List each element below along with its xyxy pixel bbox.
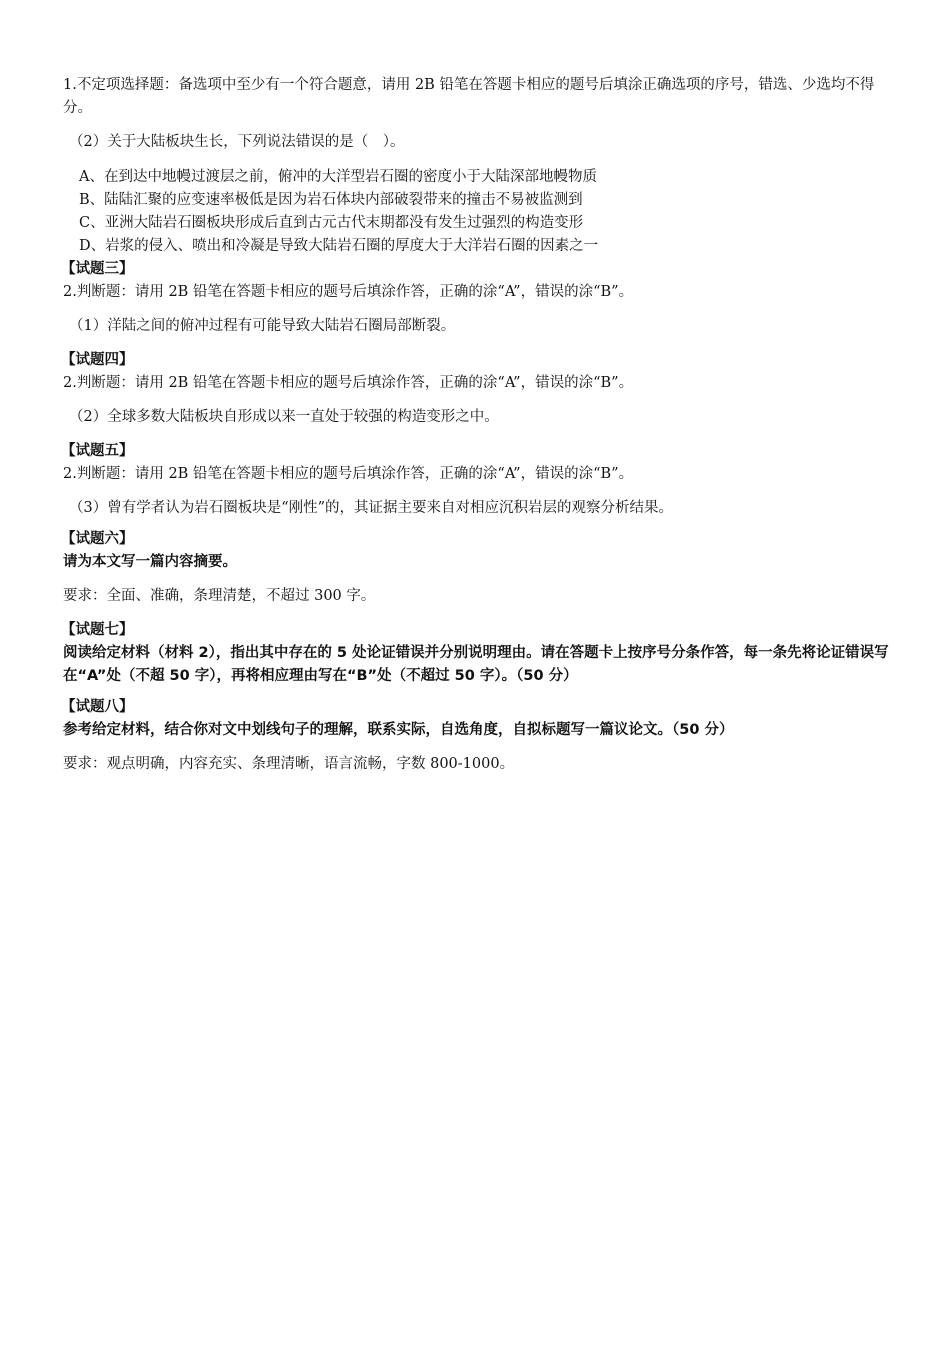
option-c: C、亚洲大陆岩石圈板块形成后直到古元古代末期都没有发生过强烈的构造变形 [79, 215, 584, 231]
essay-task: 参考给定材料，结合你对文中划线句子的理解，联系实际，自选角度，自拟标题写一篇议论文。（50 分） [63, 722, 734, 738]
multiple-choice-instruction: 1.不定项选择题：备选项中至少有一个符合题意，请用 2B 铅笔在答题卡相应的题号后填涂正确选项的序号，错选、少选均不得分。 [63, 77, 875, 116]
judgment-statement-5: （3）曾有学者认为岩石圈板块是“刚性”的，其证据主要来自对相应沉积岩层的观察分析结果。 [69, 500, 674, 516]
option-d: D、岩浆的侵入、喷出和冷凝是导致大陆岩石圈的厚度大于大洋岩石圈的因素之一 [79, 238, 599, 254]
section-heading-4: 【试题四】 [61, 352, 134, 368]
summary-requirement: 要求：全面、准确，条理清楚，不超过 300 字。 [63, 588, 376, 604]
section-heading-3: 【试题三】 [61, 261, 134, 277]
section-heading-7: 【试题七】 [61, 622, 134, 638]
summary-task: 请为本文写一篇内容摘要。 [63, 554, 237, 570]
essay-requirement: 要求：观点明确，内容充实、条理清晰，语言流畅，字数 800-1000。 [63, 756, 515, 772]
judgment-instruction-4: 2.判断题：请用 2B 铅笔在答题卡相应的题号后填涂作答，正确的涂“A”，错误的涂“B”。 [63, 375, 634, 391]
section-heading-5: 【试题五】 [61, 443, 134, 459]
option-b: B、陆陆汇聚的应变速率极低是因为岩石体块内部破裂带来的撞击不易被监测到 [79, 192, 583, 208]
judgment-statement-4: （2）全球多数大陆板块自形成以来一直处于较强的构造变形之中。 [69, 409, 499, 425]
section-heading-8: 【试题八】 [61, 699, 134, 715]
choice-options [63, 166, 893, 258]
judgment-instruction-3: 2.判断题：请用 2B 铅笔在答题卡相应的题号后填涂作答，正确的涂“A”，错误的涂“B”。 [63, 284, 634, 300]
judgment-statement-3: （1）洋陆之间的俯冲过程有可能导致大陆岩石圈局部断裂。 [69, 318, 456, 334]
choice-question: （2）关于大陆板块生长，下列说法错误的是（ ）。 [69, 134, 405, 150]
exam-page [63, 74, 893, 776]
argument-error-task: 阅读给定材料（材料 2），指出其中存在的 5 处论证错误并分别说明理由。请在答题卡上按序号分条作答，每一条先将论证错误写在“A”处（不超 50 字），再将相应理由写在“B”处（不超过 50 字）。（50 分） [63, 645, 889, 684]
section-heading-6: 【试题六】 [61, 531, 134, 547]
option-a: A、在到达中地幔过渡层之前，俯冲的大洋型岩石圈的密度小于大陆深部地幔物质 [79, 169, 597, 185]
judgment-instruction-5: 2.判断题：请用 2B 铅笔在答题卡相应的题号后填涂作答，正确的涂“A”，错误的涂“B”。 [63, 466, 634, 482]
